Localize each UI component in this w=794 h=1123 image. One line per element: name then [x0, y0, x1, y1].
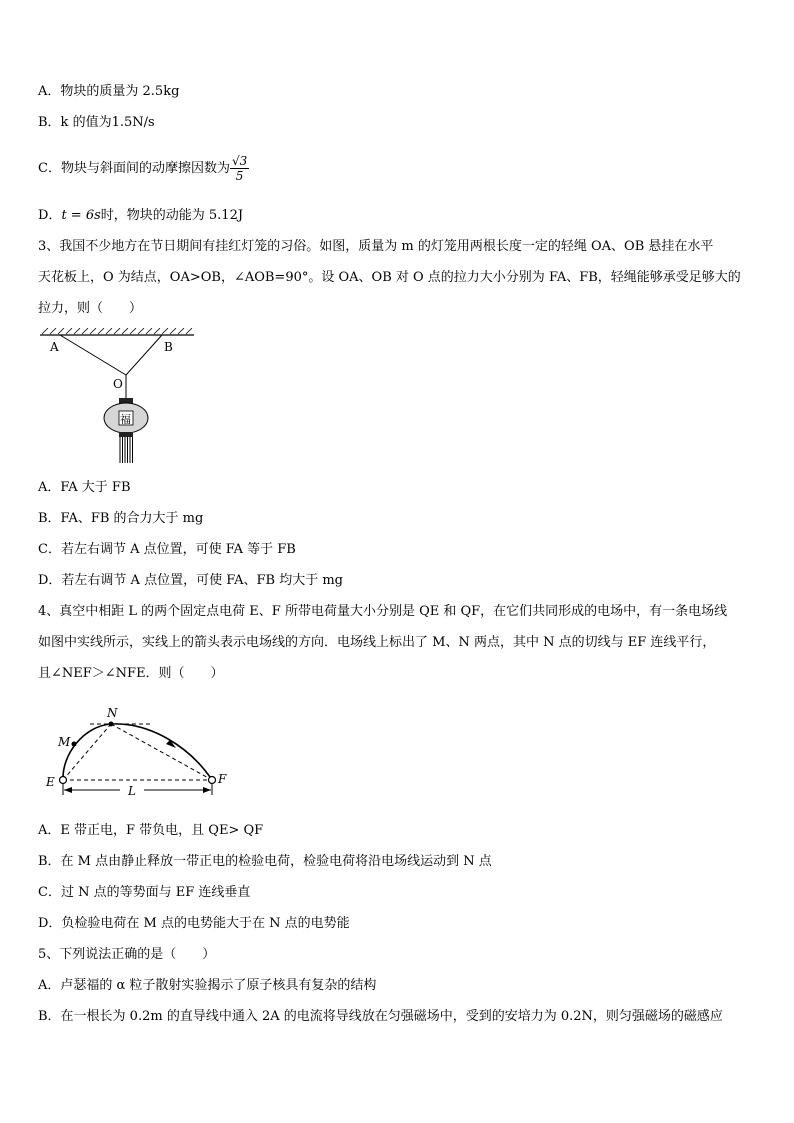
q4-stem-line-3: 且∠NEF＞∠NFE．则（ ） [38, 666, 224, 681]
lantern-bottom-cap [119, 432, 133, 437]
q4-option-c: C．过 N 点的等势面与 EF 连线垂直 [38, 885, 251, 900]
point-m [72, 742, 77, 747]
q2-option-d-label: D． [38, 208, 62, 223]
fraction-denominator: 5 [235, 169, 244, 183]
q5-option-a: A．卢瑟福的 α 粒子散射实验揭示了原子核具有复杂的结构 [38, 978, 377, 993]
ceiling-hatch [42, 328, 192, 334]
dimension-arrow-right [203, 787, 211, 793]
q4-stem-line-1: 4、真空中相距 L 的两个固定点电荷 E、F 所带电荷量大小分别是 QE 和 QF，在它们共同形成的电场中，有一条电场线 [38, 604, 728, 619]
fraction-numerator: √3 [231, 154, 248, 168]
dimension-arrow-left [64, 787, 72, 793]
q3-option-d: D．若左右调节 A 点位置，可使 FA、FB 均大于 mg [38, 573, 343, 588]
label-a: A [50, 340, 59, 354]
label-m: M [58, 735, 71, 749]
q2-option-d-expr: t = 6s [61, 208, 101, 223]
label-n: N [107, 706, 118, 720]
q2-option-b: B．k 的值为1.5N/s [38, 115, 155, 130]
q3-stem-line-2: 天花板上，O 为结点，OA>OB，∠AOB=90°。设 OA、OB 对 O 点的拉力大小分别为 FA、FB，轻绳能够承受足够大的 [38, 270, 741, 285]
q2-option-d-text: 时，物块的动能为 5.12J [100, 208, 244, 223]
label-o: O [113, 377, 123, 391]
rope-oa [60, 335, 126, 375]
rope-ob [126, 335, 162, 375]
q2-option-c [38, 152, 249, 186]
q4-option-a: A．E 带正电，F 带负电，且 QE> QF [38, 823, 264, 838]
q2-option-c-text: C．物块与斜面间的动摩擦因数为 [38, 161, 230, 176]
q3-stem-line-3: 拉力，则（ ） [38, 301, 143, 316]
q3-option-a: A．FA 大于 FB [38, 480, 131, 495]
q3-option-c: C．若左右调节 A 点位置，可使 FA 等于 FB [38, 542, 296, 557]
q3-stem-line-1: 3、我国不少地方在节日期间有挂红灯笼的习俗。如图，质量为 m 的灯笼用两根长度一定的轻绳 OA、OB 悬挂在水平 [38, 239, 714, 254]
q4-field-line-figure [40, 702, 240, 802]
q4-option-d: D．负检验电荷在 M 点的电势能大于在 N 点的电势能 [38, 916, 350, 931]
label-e: E [46, 775, 55, 789]
charge-f [209, 777, 216, 784]
q2-option-c-fraction [230, 154, 249, 183]
q2-option-d [38, 207, 243, 225]
q2-option-a: A．物块的质量为 2.5kg [38, 84, 180, 99]
q4-stem-line-2: 如图中实线所示，实线上的箭头表示电场线的方向．电场线上标出了 M、N 两点，其中 N 点的切线与 EF 连线平行， [38, 635, 716, 650]
q5-stem: 5、下列说法正确的是（ ） [38, 947, 216, 962]
point-n [109, 722, 114, 727]
label-f: F [218, 772, 227, 786]
q3-option-b: B．FA、FB 的合力大于 mg [38, 511, 204, 526]
q5-option-b: B．在一根长为 0.2m 的直导线中通入 2A 的电流将导线放在匀强磁场中，受到的安培力为 0.2N，则匀强磁场的磁感应 [38, 1009, 723, 1024]
electric-field-line [63, 724, 212, 780]
q3-lantern-figure [36, 328, 206, 468]
label-l: L [128, 784, 136, 798]
charge-e [60, 777, 67, 784]
lantern-character: 福 [120, 413, 131, 426]
label-b: B [164, 340, 173, 354]
lantern-tassel [120, 437, 133, 463]
q4-option-b: B．在 M 点由静止释放一带正电的检验电荷，检验电荷将沿电场线运动到 N 点 [38, 854, 492, 869]
nf-dashed-line [111, 724, 212, 780]
